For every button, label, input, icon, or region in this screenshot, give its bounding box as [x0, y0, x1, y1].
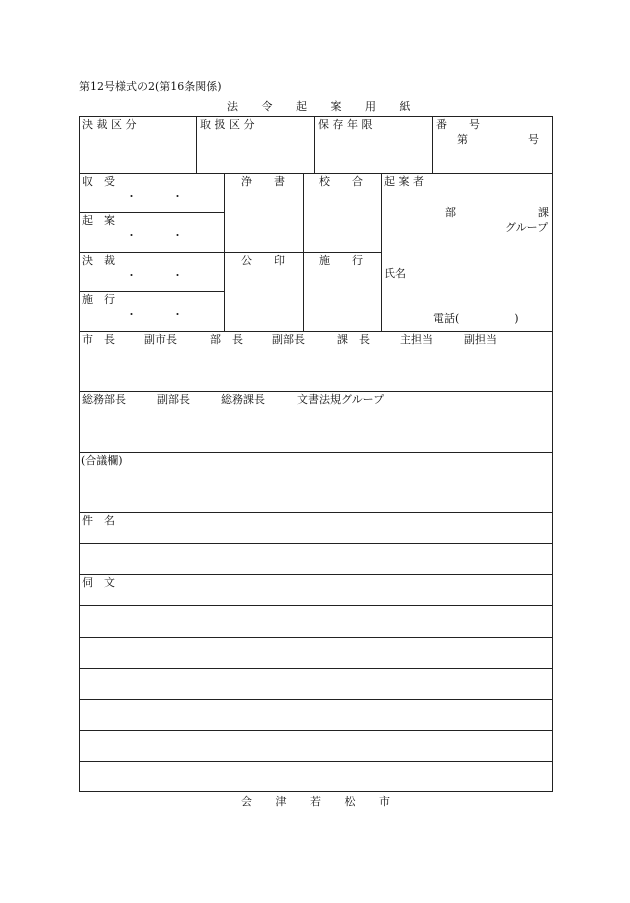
form-title: 法 令 起 案 用 紙: [227, 100, 411, 113]
date-dot: ・: [126, 229, 137, 242]
approver-general-affairs-director: 総務部長: [82, 393, 126, 406]
section-label: 課: [538, 206, 549, 219]
form-frame: [79, 116, 553, 792]
date-dot: ・: [126, 190, 137, 203]
clean-copy-label: 浄 書: [241, 175, 285, 188]
approver-general-affairs-chief: 総務課長: [221, 393, 265, 406]
number-label: 番 号: [436, 118, 480, 131]
approver-director: 部 長: [210, 333, 243, 346]
drafted-label: 起 案: [82, 214, 115, 227]
date-dot: ・: [172, 308, 183, 321]
footer-city: 会 津 若 松 市: [241, 795, 391, 808]
enforcement-label: 施 行: [319, 254, 363, 267]
approver-deputy-director: 副部長: [272, 333, 305, 346]
handling-category-label: 取 扱 区 分: [200, 118, 255, 131]
group-label: グループ: [505, 221, 549, 234]
received-label: 収 受: [82, 175, 115, 188]
approver-main-staff: 主担当: [400, 333, 433, 346]
approver-sub-staff: 副担当: [464, 333, 497, 346]
department-label: 部: [445, 206, 456, 219]
form-number: 第12号様式の2(第16条関係): [79, 80, 222, 93]
official-seal-label: 公 印: [241, 254, 285, 267]
inquiry-label: 伺 文: [82, 576, 115, 589]
subject-label: 件 名: [82, 514, 115, 527]
phone-label: 電話( ): [433, 312, 519, 325]
enforced-label: 施 行: [82, 293, 115, 306]
decision-category-label: 決 裁 区 分: [82, 118, 137, 131]
date-dot: ・: [126, 308, 137, 321]
approver-deputy-mayor: 副市長: [144, 333, 177, 346]
retention-period-label: 保 存 年 限: [318, 118, 373, 131]
approver-legal-group: 文書法規グループ: [297, 393, 385, 406]
date-dot: ・: [172, 229, 183, 242]
date-dot: ・: [172, 269, 183, 282]
approver-deputy-director-2: 副部長: [157, 393, 190, 406]
date-dot: ・: [172, 190, 183, 203]
drafter-label: 起 案 者: [384, 175, 424, 188]
number-dai: 第: [457, 133, 468, 146]
date-dot: ・: [126, 269, 137, 282]
number-go: 号: [528, 133, 539, 146]
approver-section-chief: 課 長: [337, 333, 370, 346]
consultation-label: (合議欄): [81, 454, 123, 467]
name-label: 氏名: [384, 267, 406, 280]
proofread-label: 校 合: [319, 175, 363, 188]
approver-mayor: 市 長: [82, 333, 115, 346]
approved-label: 決 裁: [82, 254, 115, 267]
